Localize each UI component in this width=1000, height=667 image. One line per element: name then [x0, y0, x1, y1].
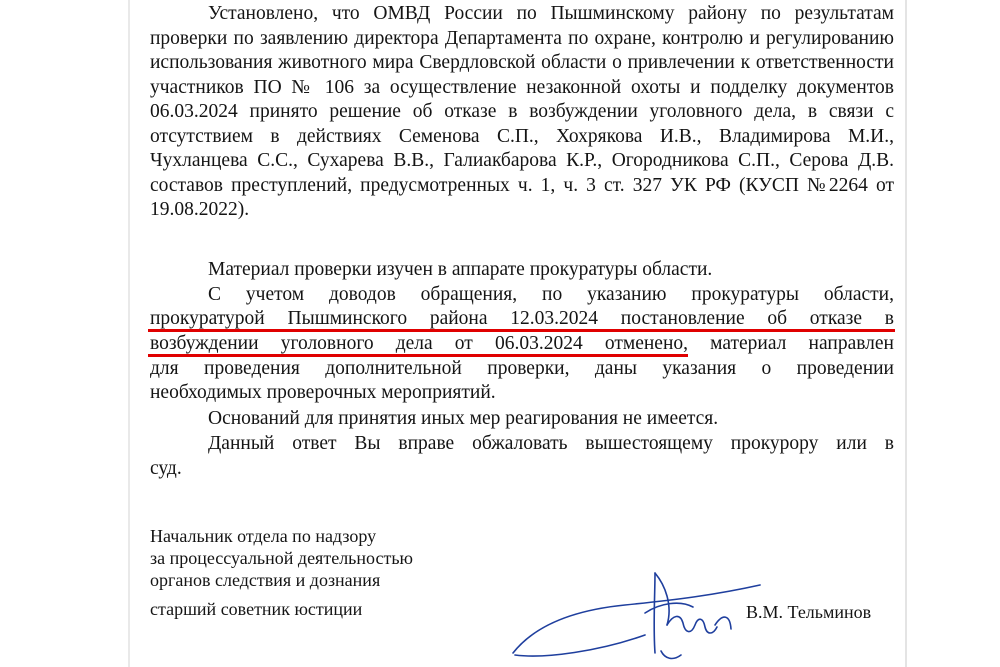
- paragraph-appeal-line-1: Данный ответ Вы вправе обжаловать вышестоящему прокурору или в: [208, 433, 894, 454]
- paragraph-no-further-measures: Оснований для принятия иных мер реагирования не имеется.: [208, 408, 719, 429]
- signatory-name: В.М. Тельминов: [746, 602, 872, 622]
- paragraph-decision-line-2: прокуратурой Пышминского района 12.03.2024 постановление об отказе в: [150, 308, 894, 329]
- signatory-rank: старший советник юстиции: [150, 599, 363, 619]
- signatory-title-line: за процессуальной деятельностью: [150, 548, 413, 568]
- paragraph-findings: Установлено, что ОМВД России по Пышминскому району по результатам проверки по заявлению директора Департамента по охране, контролю и регулированию использования животного мира Свердловской области о привлечении к ответственности участников ПО № 106 за осуществление незаконной охоты и подделку документов 06.03.2024 принято решение об отказе в возбуждении уголовного дела, в связи с отсутствием в действиях Семенова С.П., Хохрякова И.В., Владимирова М.И., Чухланцева С.С., Сухарева В.В., Галиакбарова К.Р., Огородникова С.П., Серова Д.В. составов преступлений, предусмотренных ч. 1, ч. 3 ст. 327 УК РФ (КУСП №2264 от 19.08.2022).: [150, 3, 894, 220]
- signatory-title-line: Начальник отдела по надзору: [150, 526, 377, 546]
- handwritten-signature: [505, 555, 765, 667]
- page-left-edge: [128, 0, 130, 667]
- paragraph-decision-line-5: необходимых проверочных мероприятий.: [150, 382, 496, 403]
- page-right-edge: [905, 0, 907, 667]
- paragraph-appeal-line-2: суд.: [150, 458, 182, 479]
- signatory-title-line: органов следствия и дознания: [150, 570, 381, 590]
- paragraph-decision-line-1: С учетом доводов обращения, по указанию прокуратуры области,: [208, 284, 894, 305]
- paragraph-material-review: Материал проверки изучен в аппарате прокуратуры области.: [208, 259, 713, 280]
- paragraph-decision-line-4: для проведения дополнительной проверки, даны указания о проведении: [150, 358, 894, 379]
- paragraph-decision-line-3: возбуждении уголовного дела от 06.03.2024 отменено, материал направлен: [150, 333, 894, 354]
